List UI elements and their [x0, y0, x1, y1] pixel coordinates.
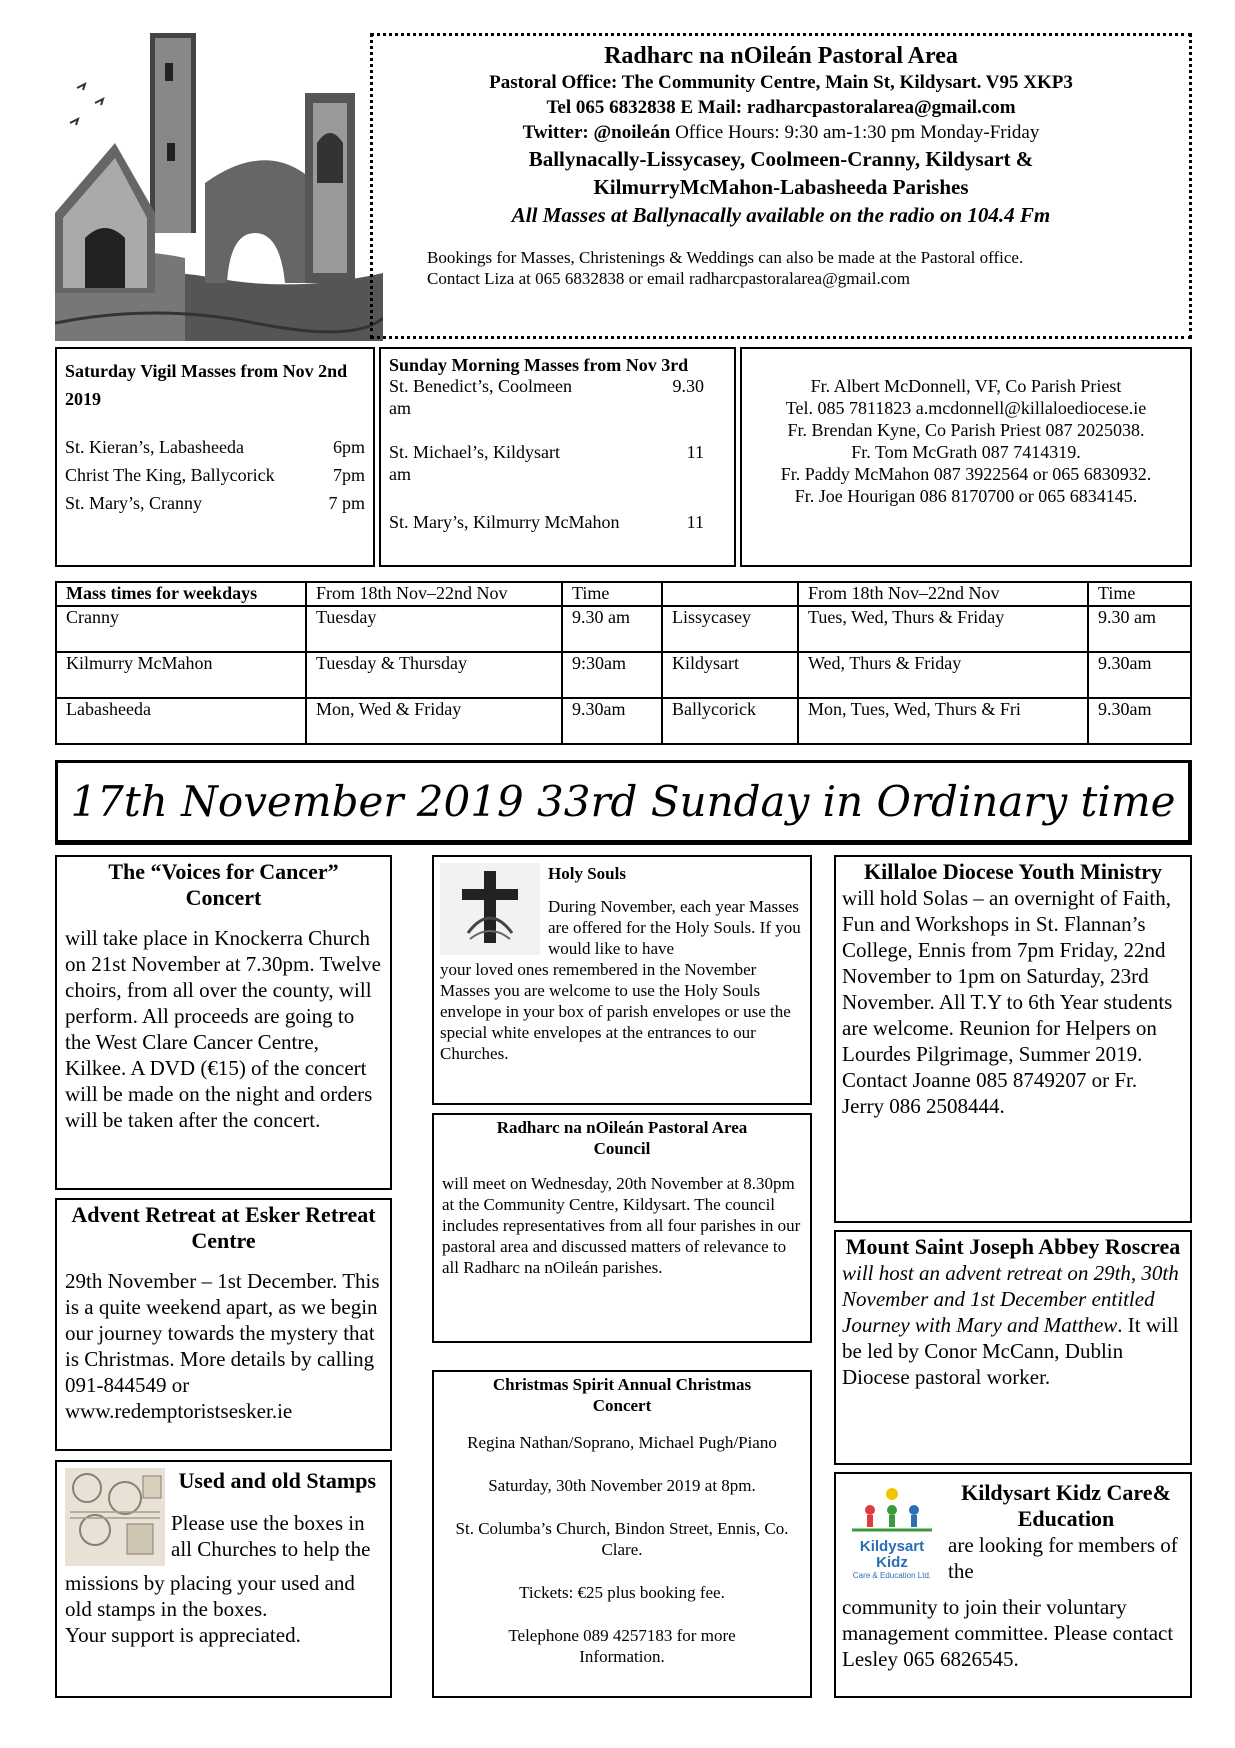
mass-time-suffix: am	[389, 464, 411, 484]
stamps-body-3: Your support is appreciated.	[65, 1623, 301, 1647]
header-twitter: Twitter: @noileán	[522, 122, 671, 143]
stamps-body-1: Please use the boxes in all Churches to help the	[171, 1511, 371, 1561]
table-row	[56, 652, 1191, 698]
mass-place: St. Mary’s, Cranny	[65, 493, 202, 513]
mass-time: 6pm	[332, 437, 365, 457]
cancer-title: The “Voices for Cancer” Concert	[108, 859, 339, 910]
saturday-item	[65, 461, 365, 489]
christmas-phone: Telephone 089 4257183 for more Information.	[508, 1626, 736, 1666]
table-header: From 18th Nov–22nd Nov	[306, 582, 562, 606]
header-twitter-hours	[383, 120, 1179, 145]
stamps-title: Used and old Stamps	[178, 1468, 376, 1493]
holy-souls-title: Holy Souls	[548, 864, 626, 883]
table-cell: 9.30 am	[562, 606, 662, 652]
mass-place: St. Michael’s, Kildysart	[389, 442, 560, 462]
mass-time-suffix: am	[389, 398, 411, 418]
table-cell: Tuesday	[306, 606, 562, 652]
mass-place: St. Benedict’s, Coolmeen	[389, 376, 572, 396]
priest-line: Fr. Tom McGrath 087 7414319.	[851, 442, 1081, 462]
priest-line: Fr. Joe Hourigan 086 8170700 or 065 6834145.	[794, 486, 1138, 506]
table-cell: Cranny	[56, 606, 306, 652]
youth-body: will hold Solas – an overnight of Faith, Fun and Workshops in St. Flannan’s College, Ennis from 7pm Friday, 22nd November to 1pm on Saturday, 23rd November. All T.Y to 6th Year students are welcome. Reunion for Helpers on Lourdes Pilgrimage, Summer 2019. Contact Joanne 085 8749207 or Fr. Jerry 086 2508444.	[842, 886, 1173, 1118]
priests-box	[740, 347, 1192, 567]
abbey-body-italic: will host an advent retreat on 29th, 30th November and 1st December entitled Journey with Mary and Matthew	[842, 1261, 1179, 1337]
table-cell: Kildysart	[662, 652, 798, 698]
saturday-vigil-box	[55, 347, 375, 567]
council-title: Radharc na nOileán Pastoral Area Council	[496, 1118, 748, 1158]
table-header: Mass times for weekdays	[56, 582, 306, 606]
priest-line: Fr. Brendan Kyne, Co Parish Priest 087 2025038.	[787, 420, 1145, 440]
sunday-banner: 17th November 2019 33rd Sunday in Ordinary time	[55, 760, 1192, 845]
youth-ministry-box	[834, 855, 1192, 1223]
sunday-item	[389, 375, 726, 419]
table-cell: Ballycorick	[662, 698, 798, 744]
header-bookings-2: Contact Liza at 065 6832838 or email radharcpastoralarea@gmail.com	[427, 269, 910, 288]
table-header: From 18th Nov–22nd Nov	[798, 582, 1088, 606]
voices-for-cancer-box	[55, 855, 392, 1190]
saturday-title: Saturday Vigil Masses from Nov 2nd 2019	[65, 361, 348, 409]
stamps-body-2: missions by placing your used and old stamps in the boxes.	[65, 1571, 355, 1621]
mass-place: Christ The King, Ballycorick	[65, 465, 275, 485]
christmas-venue: St. Columba’s Church, Bindon Street, Ennis, Co. Clare.	[455, 1519, 789, 1559]
holy-souls-body-2: your loved ones remembered in the November Masses you are welcome to use the Holy Souls envelope in your box of parish envelopes or use the special white envelopes at the entrances to our Churches.	[440, 960, 791, 1063]
table-cell: Kilmurry McMahon	[56, 652, 306, 698]
priest-line: Tel. 085 7811823 a.mcdonnell@killaloediocese.ie	[785, 398, 1147, 418]
table-header	[662, 582, 798, 606]
table-cell: Wed, Thurs & Friday	[798, 652, 1088, 698]
header-title: Radharc na nOileán Pastoral Area	[604, 43, 958, 69]
table-cell: 9.30 am	[1088, 606, 1191, 652]
mass-place: St. Mary’s, Kilmurry McMahon	[389, 512, 620, 532]
table-cell: Mon, Tues, Wed, Thurs & Fri	[798, 698, 1088, 744]
header-office: Pastoral Office: The Community Centre, Main St, Kildysart. V95 XKP3	[489, 72, 1073, 93]
table-cell: Labasheeda	[56, 698, 306, 744]
kidz-box	[834, 1472, 1192, 1698]
sunday-item	[389, 441, 726, 485]
header-contact: Tel 065 6832838 E Mail: radharcpastoralarea@gmail.com	[546, 97, 1016, 118]
holy-souls-body-1: During November, each year Masses are offered for the Holy Souls. If you would like to have	[548, 897, 801, 958]
advent-retreat-box	[55, 1198, 392, 1451]
stamps-image	[65, 1468, 165, 1566]
header-parishes-2: KilmurryMcMahon-Labasheeda Parishes	[593, 175, 969, 199]
abbey-box	[834, 1230, 1192, 1465]
weekday-mass-table	[55, 581, 1192, 745]
stamps-box	[55, 1460, 392, 1698]
header-bookings-1: Bookings for Masses, Christenings & Weddings can also be made at the Pastoral office.	[427, 248, 1024, 267]
abbey-body-rest: . It will be led by Conor McCann, Dublin Diocese pastoral worker.	[842, 1313, 1179, 1389]
holy-souls-box	[432, 855, 812, 1105]
table-cell: 9.30am	[562, 698, 662, 744]
table-cell: 9.30am	[1088, 652, 1191, 698]
mass-time: 11	[686, 512, 704, 532]
christmas-title: Christmas Spirit Annual Christmas Concert	[492, 1375, 752, 1415]
sunday-item	[389, 511, 726, 533]
table-cell: Tuesday & Thursday	[306, 652, 562, 698]
mass-place: St. Kieran’s, Labasheeda	[65, 437, 244, 457]
christmas-tickets: Tickets: €25 plus booking fee.	[519, 1583, 725, 1602]
christmas-concert-box	[432, 1370, 812, 1698]
table-header: Time	[562, 582, 662, 606]
christmas-performers: Regina Nathan/Soprano, Michael Pugh/Piano	[467, 1433, 777, 1452]
council-body: will meet on Wednesday, 20th November at 8.30pm at the Community Centre, Kildysart. The council includes representatives from all four parishes in our pastoral area and discussed matters of relevance to all Radharc na nOileán parishes.	[442, 1174, 801, 1277]
kidz-logo	[842, 1484, 942, 1594]
advent-body: 29th November – 1st December. This is a quite weekend apart, as we begin our journey towards the mystery that is Christmas. More details by calling 091-844549 or www.redemptoristsesker.ie	[65, 1269, 380, 1423]
youth-title: Killaloe Diocese Youth Ministry	[864, 859, 1162, 884]
table-cell: 9.30am	[1088, 698, 1191, 744]
mass-time: 9.30	[672, 376, 704, 396]
header-info	[370, 33, 1192, 339]
mass-time: 7 pm	[328, 493, 365, 513]
sunday-masses-box	[379, 347, 736, 567]
mass-time: 7pm	[332, 465, 365, 485]
cross-image	[440, 863, 540, 955]
header-office-hours: Office Hours: 9:30 am-1:30 pm Monday-Friday	[670, 122, 1040, 143]
saturday-item	[65, 433, 365, 461]
kidz-logo-sub: Care & Education Ltd.	[852, 1571, 932, 1580]
kidz-logo-text: Kildysart Kidz	[859, 1538, 925, 1571]
table-cell: Lissycasey	[662, 606, 798, 652]
table-cell: Mon, Wed & Friday	[306, 698, 562, 744]
table-header-row	[56, 582, 1191, 606]
council-box	[432, 1113, 812, 1343]
table-row	[56, 698, 1191, 744]
header-radio: All Masses at Ballynacally available on the radio on 104.4 Fm	[511, 203, 1051, 227]
christmas-date: Saturday, 30th November 2019 at 8pm.	[488, 1476, 756, 1495]
abbey-title: Mount Saint Joseph Abbey Roscrea	[845, 1234, 1181, 1259]
header-parishes-1: Ballynacally-Lissycasey, Coolmeen-Cranny, Kildysart &	[528, 147, 1034, 171]
priest-line: Fr. Albert McDonnell, VF, Co Parish Priest	[810, 376, 1122, 396]
mass-time: 11	[686, 442, 704, 462]
cancer-body: will take place in Knockerra Church on 21st November at 7.30pm. Twelve choirs, from all over the county, will perform. All proceeds are going to the West Clare Cancer Centre, Kilkee. A DVD (€15) of the concert will be made on the night and orders will be taken after the concert.	[65, 926, 382, 1132]
round-tower-drawing	[55, 33, 383, 341]
table-header: Time	[1088, 582, 1191, 606]
saturday-item	[65, 489, 365, 517]
sunday-title: Sunday Morning Masses from Nov 3rd	[389, 355, 689, 375]
kidz-body-2: community to join their voluntary management committee. Please contact Lesley 065 6826545.	[842, 1595, 1174, 1671]
kidz-title: Kildysart Kidz Care& Education	[961, 1480, 1171, 1531]
advent-title: Advent Retreat at Esker Retreat Centre	[71, 1202, 376, 1253]
table-cell: Tues, Wed, Thurs & Friday	[798, 606, 1088, 652]
priest-line: Fr. Paddy McMahon 087 3922564 or 065 6830932.	[780, 464, 1152, 484]
table-cell: 9:30am	[562, 652, 662, 698]
abbey-body	[842, 1260, 1184, 1390]
kidz-logo-icon	[842, 1484, 942, 1534]
table-row	[56, 606, 1191, 652]
kidz-body-1: are looking for members of the	[948, 1533, 1178, 1583]
